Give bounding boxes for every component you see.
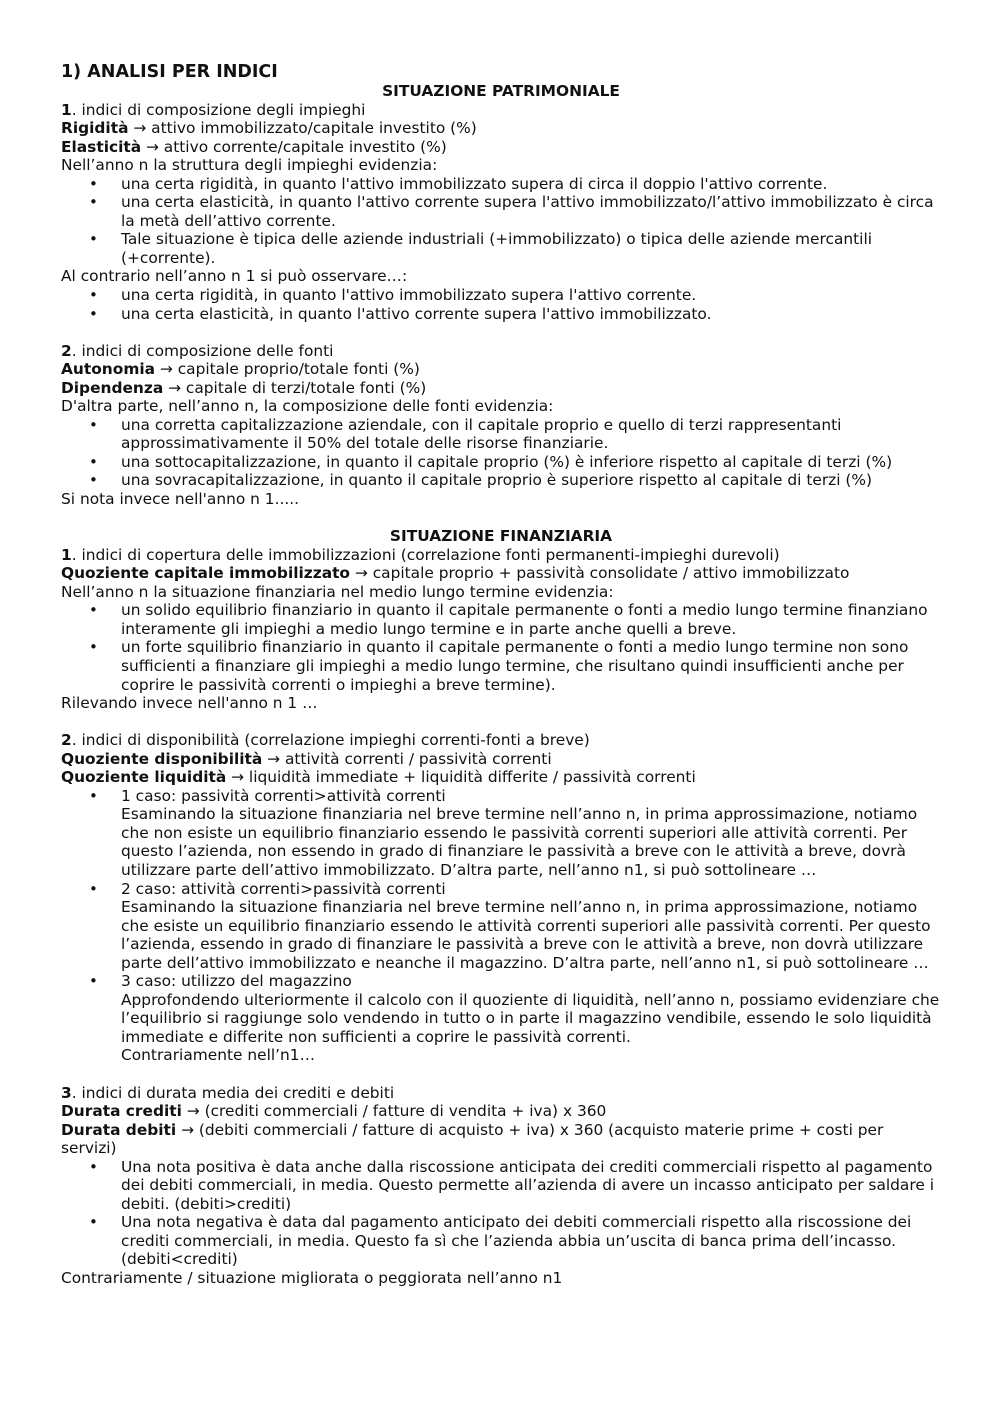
list-item (61, 787, 941, 880)
definition-quoziente-disponibilita (61, 750, 941, 769)
subsection-heading (61, 731, 941, 750)
definition-text: → capitale proprio + passività consolidate / attivo immobilizzato (350, 564, 850, 583)
definition-text: → (debiti commerciali / fatture di acquisto + iva) x 360 (acquisto materie prime + costi per servizi) (61, 1120, 884, 1158)
bullet-list (61, 286, 941, 323)
list-item: • una sottocapitalizzazione, in quanto il capitale proprio (%) è inferiore rispetto al capitale di terzi (%) (61, 453, 941, 472)
list-item: • una certa rigidità, in quanto l'attivo immobilizzato supera l'attivo corrente. (61, 286, 941, 305)
list-item: • un solido equilibrio finanziario in quanto il capitale permanente o fonti a medio lungo termine finanziano interamente gli impieghi a medio lungo termine e in parte anche quelli a breve. (61, 601, 941, 638)
definition-text: → capitale proprio/totale fonti (%) (155, 360, 420, 379)
subsection-label: . indici di durata media dei crediti e debiti (71, 1083, 395, 1102)
definition-elasticita (61, 138, 941, 157)
paragraph: Si nota invece nell'anno n 1..... (61, 490, 300, 509)
definition-text: → liquidità immediate + liquidità differite / passività correnti (226, 768, 696, 787)
definition-text: → (crediti commerciali / fatture di vendita + iva) x 360 (181, 1102, 607, 1121)
spacer (61, 713, 941, 732)
definition-text: → attività correnti / passività correnti (262, 749, 552, 768)
definition-term: Quoziente disponibilità (61, 749, 263, 768)
document-title: 1) ANALISI PER INDICI (61, 62, 278, 82)
list-item: • una sovracapitalizzazione, in quanto il capitale proprio è superiore rispetto al capitale di terzi (%) (61, 471, 941, 490)
definition-text: → attivo immobilizzato/capitale investito (%) (128, 119, 477, 138)
definition-text: → attivo corrente/capitale investito (%) (141, 137, 447, 156)
paragraph: D'altra parte, nell’anno n, la composizione delle fonti evidenzia: (61, 397, 554, 416)
subsection-label: . indici di composizione degli impieghi (71, 100, 366, 119)
subsection-number: 3 (61, 1083, 72, 1102)
definition-dipendenza (61, 379, 941, 398)
definition-term: Dipendenza (61, 378, 164, 397)
definition-term: Elasticità (61, 137, 142, 156)
definition-term: Durata crediti (61, 1102, 182, 1121)
paragraph: Nell’anno n la situazione finanziaria nel medio lungo termine evidenzia: (61, 582, 614, 601)
list-item: • una certa elasticità, in quanto l'attivo corrente supera l'attivo immobilizzato. (61, 305, 941, 324)
subsection-heading (61, 546, 941, 565)
paragraph: Rilevando invece nell'anno n 1 … (61, 694, 318, 713)
bullet-list (61, 175, 941, 268)
case-heading: • 2 caso: attività correnti>passività correnti (121, 879, 446, 898)
definition-quoziente-liquidita (61, 768, 941, 787)
definition-term: Quoziente capitale immobilizzato (61, 564, 351, 583)
list-item (61, 880, 941, 973)
list-item: • una certa elasticità, in quanto l'attivo corrente supera l'attivo immobilizzato/l’attivo immobilizzato è circa la metà dell’attivo corrente. (61, 193, 941, 230)
case-body: Esaminando la situazione finanziaria nel breve termine nell’anno n, in prima approssimazione, notiamo che esiste un equilibrio finanziario essendo le attività correnti superiori alle passività correnti. Per questo l’azienda, essendo in grado di finanziare le passività a breve con le attività a breve, non dovrà utilizzare parte dell’attivo immobilizzato e neanche il magazzino. D’altra parte, nell’anno n1, si può sottolineare … (121, 898, 931, 972)
case-heading: • 1 caso: passività correnti>attività correnti (121, 786, 446, 805)
section-heading-patrimoniale: SITUAZIONE PATRIMONIALE (382, 82, 620, 100)
subsection-number: 2 (61, 341, 72, 360)
definition-rigidita (61, 119, 941, 138)
list-item (61, 972, 941, 1065)
list-item: • una certa rigidità, in quanto l'attivo immobilizzato supera di circa il doppio l'attivo corrente. (61, 175, 941, 194)
document-page (61, 62, 941, 1288)
paragraph: Nell’anno n la struttura degli impieghi evidenzia: (61, 156, 438, 175)
subsection-label: . indici di disponibilità (correlazione impieghi correnti-fonti a breve) (71, 731, 590, 750)
definition-term: Durata debiti (61, 1120, 177, 1139)
subsection-heading (61, 1084, 941, 1103)
subsection-number: 1 (61, 545, 72, 564)
section-heading-finanziaria: SITUAZIONE FINANZIARIA (389, 527, 613, 546)
list-item: • Una nota positiva è data anche dalla riscossione anticipata dei crediti commerciali rispetto al pagamento dei debiti commerciali, in media. Questo permette all’azienda di avere un incasso anticipato per saldare i debiti. (debiti>crediti) (61, 1158, 941, 1214)
definition-quoziente-capitale-immobilizzato (61, 564, 941, 583)
definition-durata-debiti (61, 1121, 941, 1158)
list-item: • una corretta capitalizzazione aziendale, con il capitale proprio e quello di terzi rappresentanti approssimativamente il 50% del totale delle risorse finanziarie. (61, 416, 941, 453)
subsection-heading (61, 342, 941, 361)
definition-term: Autonomia (61, 360, 156, 379)
case-extra: Contrariamente nell’n1… (121, 1046, 315, 1065)
list-item: • Tale situazione è tipica delle aziende industriali (+immobilizzato) o tipica delle aziende mercantili (+corrente). (61, 230, 941, 267)
paragraph: Contrariamente / situazione migliorata o peggiorata nell’anno n1 (61, 1269, 563, 1287)
subsection-label: . indici di copertura delle immobilizzazioni (correlazione fonti permanenti-impieghi durevoli) (71, 545, 780, 564)
subsection-number: 1 (61, 100, 72, 119)
definition-durata-crediti (61, 1102, 941, 1121)
case-heading: • 3 caso: utilizzo del magazzino (121, 972, 352, 991)
spacer (61, 509, 941, 528)
paragraph: Al contrario nell’anno n 1 si può osservare…: (61, 267, 408, 286)
spacer (61, 323, 941, 342)
case-body: Approfondendo ulteriormente il calcolo con il quoziente di liquidità, nell’anno n, possiamo evidenziare che l’equilibrio si raggiunge solo vendendo in tutto o in parte il magazzino vendibile, essendo le solo liquidità immediate e differite non sufficienti a coprire le passività correnti. (121, 990, 940, 1046)
definition-term: Quoziente liquidità (61, 768, 227, 787)
spacer (61, 1065, 941, 1084)
case-body: Esaminando la situazione finanziaria nel breve termine nell’anno n, in prima approssimazione, notiamo che non esiste un equilibrio finanziario essendo le passività correnti superiori alle attività correnti. Per questo l’azienda, non essendo in grado di finanziare le passività a breve con le attività a breve, dovrà utilizzare parte dell’attivo immobilizzato. D’altra parte, nell’anno n1, si può sottolineare … (121, 805, 918, 879)
definition-autonomia (61, 360, 941, 379)
list-item: • Una nota negativa è data dal pagamento anticipato dei debiti commerciali rispetto alla riscossione dei crediti commerciali, in media. Questo fa sì che l’azienda abbia un’uscita di banca prima dell’incasso. (debiti<crediti) (61, 1213, 941, 1269)
bullet-list (61, 787, 941, 1065)
subsection-heading (61, 101, 941, 120)
bullet-list (61, 416, 941, 490)
definition-term: Rigidità (61, 119, 129, 138)
bullet-list (61, 601, 941, 694)
definition-text: → capitale di terzi/totale fonti (%) (163, 378, 427, 397)
list-item: • un forte squilibrio finanziario in quanto il capitale permanente o fonti a medio lungo termine non sono sufficienti a finanziare gli impieghi a medio lungo termine, che risultano quindi insufficienti anche per coprire le passività correnti o impieghi a breve termine). (61, 638, 941, 694)
bullet-list (61, 1158, 941, 1269)
subsection-label: . indici di composizione delle fonti (71, 341, 334, 360)
subsection-number: 2 (61, 731, 72, 750)
